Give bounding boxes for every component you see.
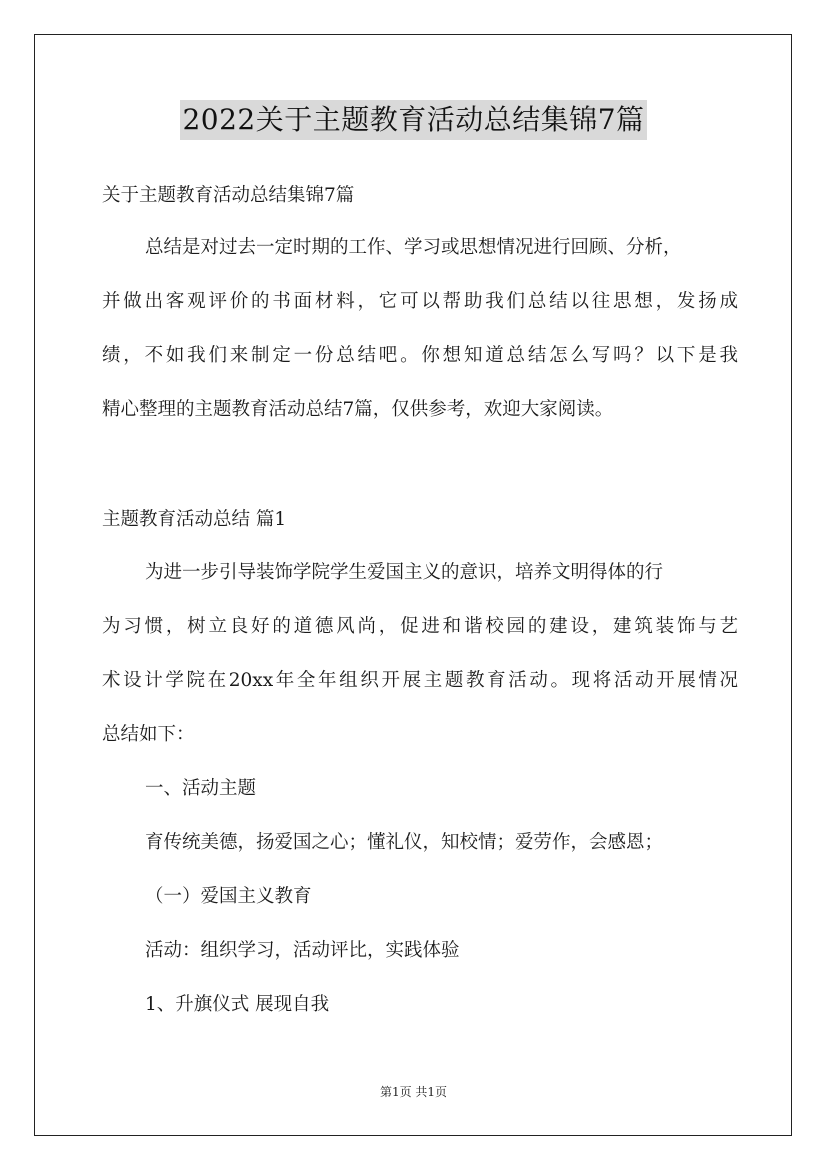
paragraph-line: 术设计学院在20xx年全年组织开展主题教育活动。现将活动开展情况 bbox=[102, 670, 738, 691]
page-footer: 第1页 共1页 bbox=[379, 1085, 448, 1099]
title-container bbox=[0, 100, 827, 140]
paragraph-line: 为习惯，树立良好的道德风尚，促进和谐校园的建设，建筑装饰与艺 bbox=[102, 616, 738, 637]
paragraph-line: 为进一步引导装饰学院学生爱国主义的意识，培养文明得体的行 bbox=[145, 562, 664, 583]
section-heading: 主题教育活动总结 篇1 bbox=[102, 509, 287, 530]
list-item: 1、升旗仪式 展现自我 bbox=[145, 994, 330, 1015]
document-title: 2022关于主题教育活动总结集锦7篇 bbox=[180, 100, 646, 140]
intro-line: 并做出客观评价的书面材料，它可以帮助我们总结以往思想，发扬成 bbox=[102, 291, 738, 312]
intro-line: 总结是对过去一定时期的工作、学习或思想情况进行回顾、分析， bbox=[145, 237, 682, 258]
activities-text: 活动：组织学习，活动评比，实践体验 bbox=[145, 940, 460, 961]
intro-line: 绩，不如我们来制定一份总结吧。你想知道总结怎么写吗？以下是我 bbox=[102, 345, 738, 366]
theme-text: 育传统美德，扬爱国之心；懂礼仪，知校情；爱劳作，会感恩； bbox=[145, 832, 664, 853]
sub-heading: （一）爱国主义教育 bbox=[145, 886, 312, 907]
document-subtitle: 关于主题教育活动总结集锦7篇 bbox=[102, 185, 355, 206]
theme-heading: 一、活动主题 bbox=[145, 778, 257, 799]
paragraph-line: 总结如下： bbox=[102, 724, 195, 745]
intro-line: 精心整理的主题教育活动总结7篇，仅供参考，欢迎大家阅读。 bbox=[102, 399, 614, 420]
